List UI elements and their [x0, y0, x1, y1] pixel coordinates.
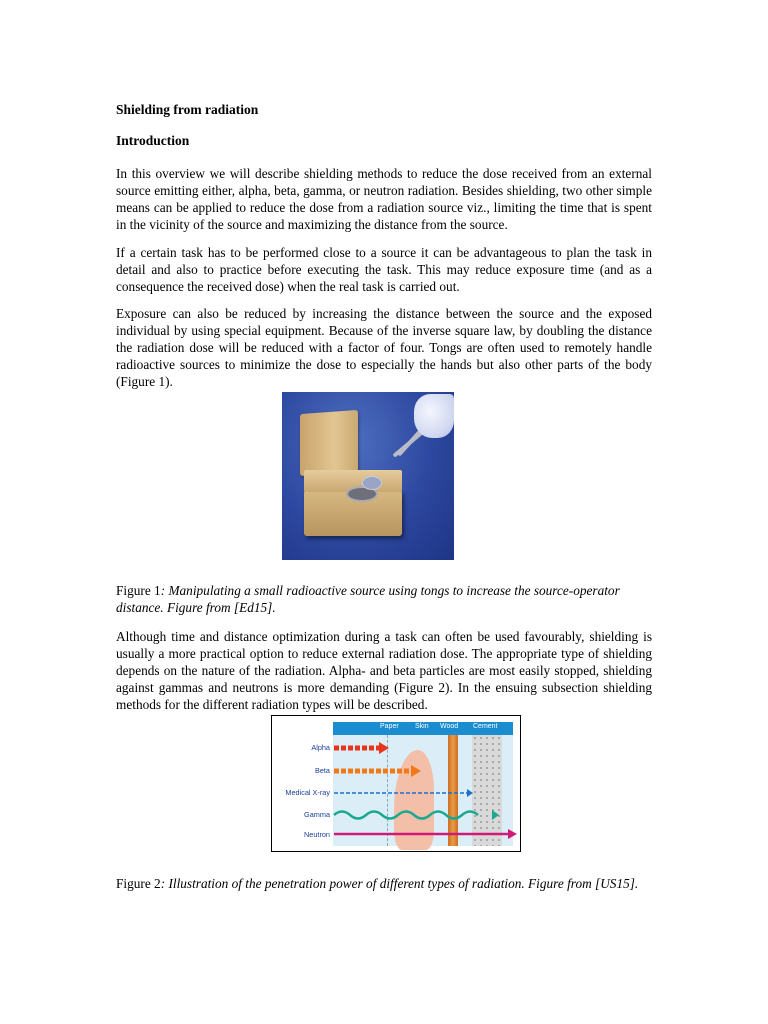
row-label-alpha: Alpha	[311, 743, 330, 752]
figure2-caption	[116, 875, 652, 892]
paragraph-4: Although time and distance optimization during a task can often be used favourably, shielding is usually a more practical option to reduce external radiation dose. The appropriate type of shielding depends on the nature of the radiation. Alpha- and beta particles are most easily stopped, shielding against gammas and neutrons is more demanding (Figure 2). In the ensuing subsection shielding methods for the different radiation types will be described.	[116, 629, 652, 712]
radiation-arrows	[272, 716, 520, 851]
gloved-hand	[414, 394, 454, 438]
beta-arrow-head	[411, 765, 421, 777]
neutron-arrow-head	[508, 829, 517, 839]
row-label-neutron: Neutron	[304, 830, 330, 839]
row-label-gamma: Gamma	[304, 810, 330, 819]
header-label-wood: Wood	[440, 723, 459, 730]
figure1-photo	[282, 392, 454, 560]
figure2-diagram	[271, 715, 521, 852]
document-title: Shielding from radiation	[116, 102, 259, 117]
row-label-beta: Beta	[314, 766, 330, 775]
paragraph-2: If a certain task has to be performed close to a source it can be advantageous to plan the task in detail and also to practice before executing the task. This may reduce exposure time (and as a consequence the received dose) when the real task is carried out.	[116, 245, 652, 294]
header-label-paper: Paper	[380, 723, 399, 730]
gamma-arrow-head	[492, 810, 499, 820]
figure1-caption-text: : Manipulating a small radioactive source using tongs to increase the source-operator distance. Figure from [Ed15].	[116, 583, 620, 615]
box-lid	[300, 410, 358, 476]
xray-arrow-head	[467, 789, 473, 797]
figure1-label: Figure 1	[116, 583, 161, 598]
alpha-arrow-head	[379, 742, 389, 754]
row-label-xray: Medical X-ray	[285, 788, 330, 797]
gamma-wave	[334, 812, 478, 819]
header-label-skin: Skin	[415, 723, 429, 730]
paragraph-3: Exposure can also be reduced by increasing the distance between the source and the exposed individual by using special equipment. Because of the inverse square law, by doubling the distance the radiation dose will be reduced with a factor of four. Tongs are often used to remotely handle radioactive sources to minimize the dose to especially the hands but also other parts of the body (Figure 1).	[116, 306, 652, 389]
paragraph-1: In this overview we will describe shielding methods to reduce the dose received from an external source emitting either, alpha, beta, gamma, or neutron radiation. Besides shielding, two other simple means can be applied to reduce the dose from a radiation source viz., limiting the time that is spent in the vicinity of the source and maximizing the distance from the source.	[116, 166, 652, 232]
section-heading: Introduction	[116, 133, 190, 148]
figure2-label: Figure 2	[116, 876, 161, 891]
figure1-caption	[116, 582, 652, 616]
figure2-caption-text: : Illustration of the penetration power of different types of radiation. Figure from [US15].	[160, 876, 639, 891]
radioactive-source-disc	[362, 476, 382, 490]
header-label-cement: Cement	[473, 723, 498, 730]
